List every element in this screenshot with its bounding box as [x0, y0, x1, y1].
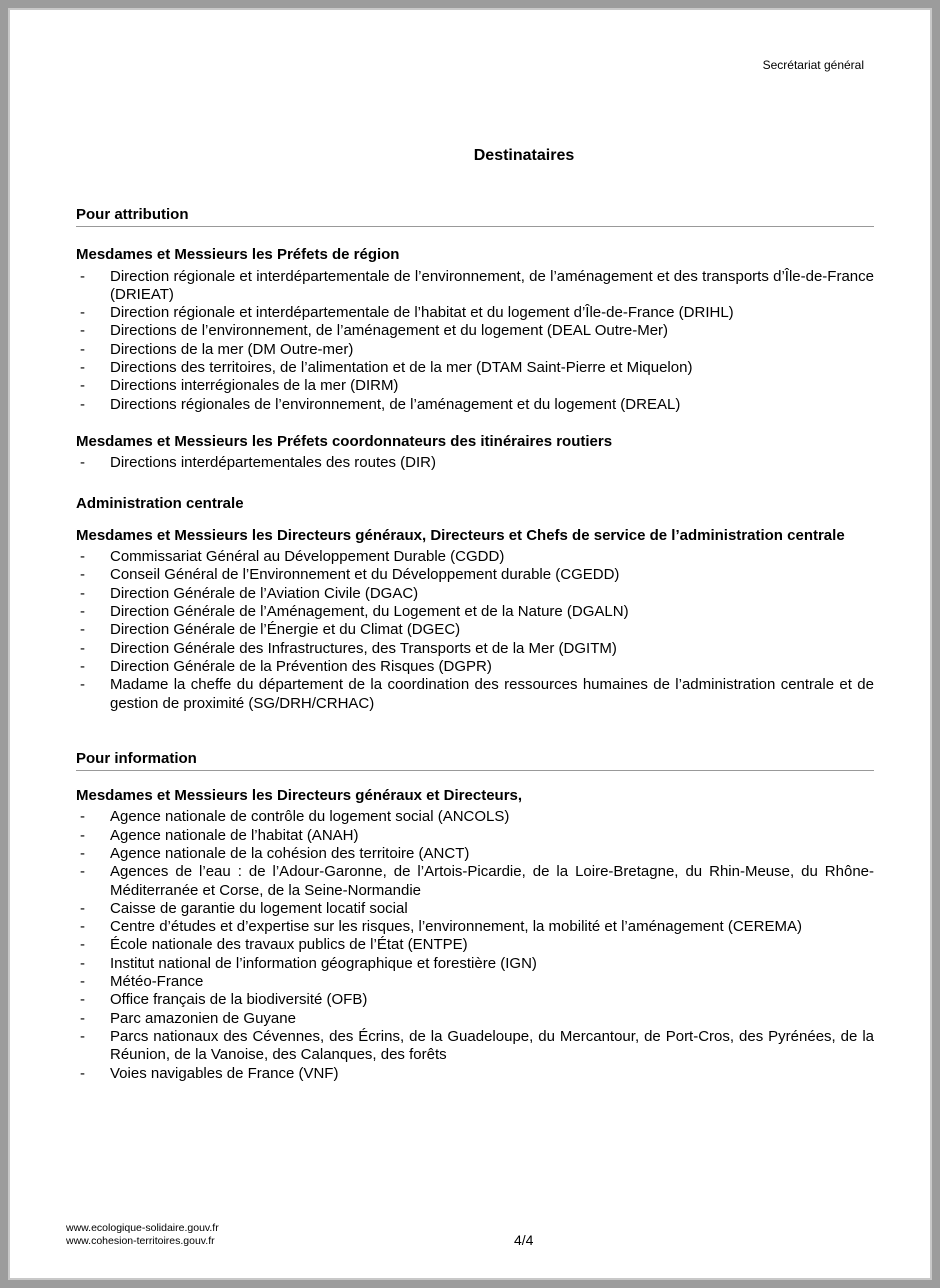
header-org: Secrétariat général	[762, 58, 864, 72]
list-item	[76, 377, 874, 395]
list-item-text: Directions interrégionales de la mer (DIRM)	[110, 377, 399, 395]
list-item-text: Direction Générale de la Prévention des Risques (DGPR)	[110, 657, 492, 675]
list-item	[76, 640, 874, 658]
list-item	[76, 322, 874, 340]
list-item	[76, 676, 874, 713]
bullet-dash: -	[80, 322, 85, 340]
bullet-dash: -	[80, 454, 85, 472]
list-item	[76, 973, 874, 991]
list-item-text: Direction régionale et interdépartementale de l’environnement, de l’aménagement et des transports d’Île-de-France (DRIEAT)	[110, 267, 874, 303]
list-item-text: Parc amazonien de Guyane	[110, 1009, 296, 1027]
list-item-text: Direction régionale et interdépartementale de l’habitat et du logement d’Île-de-France (DRIHL)	[110, 304, 734, 322]
list-item-text: Météo-France	[110, 973, 204, 991]
footer-links	[66, 1222, 219, 1248]
list-item	[76, 603, 874, 621]
list-prefets-region	[76, 268, 874, 414]
bullet-dash: -	[80, 973, 85, 991]
bullet-dash: -	[80, 1064, 85, 1082]
bullet-dash: -	[80, 377, 85, 395]
list-item-text: Conseil Général de l’Environnement et du Développement durable (CGEDD)	[110, 566, 620, 584]
list-item	[76, 1010, 874, 1028]
list-item	[76, 1065, 874, 1083]
list-item-text: Directions de l’environnement, de l’aménagement et du logement (DEAL Outre-Mer)	[110, 322, 669, 340]
list-item-text: Caisse de garantie du logement locatif social	[110, 899, 408, 917]
bullet-dash: -	[80, 954, 85, 972]
list-prefets-routiers	[76, 454, 874, 472]
list-item-text: Directions régionales de l’environnement, de l’aménagement et du logement (DREAL)	[110, 395, 681, 413]
group-heading-directeurs-info: Mesdames et Messieurs les Directeurs généraux et Directeurs,	[76, 786, 523, 804]
list-administration-centrale	[76, 548, 874, 713]
list-item-text: Direction Générale de l’Aviation Civile (DGAC)	[110, 584, 419, 602]
list-item-text: Directions des territoires, de l’alimentation et de la mer (DTAM Saint-Pierre et Miquelon)	[110, 358, 693, 376]
list-item-text: Directions interdépartementales des routes (DIR)	[110, 454, 436, 472]
list-item	[76, 341, 874, 359]
list-item	[76, 918, 874, 936]
bullet-dash: -	[80, 991, 85, 1009]
list-item-text: Institut national de l’information géographique et forestière (IGN)	[110, 954, 537, 972]
section-heading-attribution: Pour attribution	[76, 205, 874, 227]
bullet-dash: -	[80, 936, 85, 954]
bullet-dash: -	[80, 1027, 85, 1045]
list-item	[76, 359, 874, 377]
list-item	[76, 845, 874, 863]
list-item	[76, 1028, 874, 1065]
group-heading-prefets-routiers: Mesdames et Messieurs les Préfets coordonnateurs des itinéraires routiers	[76, 432, 613, 450]
section-heading-central: Administration centrale	[76, 494, 244, 512]
list-item-text: Agences de l’eau : de l’Adour-Garonne, de l’Artois-Picardie, de la Loire-Bretagne, du Rhin-Meuse, du Rhône-Méditerranée et Corse, de la Seine-Normandie	[110, 863, 874, 899]
group-heading-directeurs-centrale: Mesdames et Messieurs les Directeurs généraux, Directeurs et Chefs de service de l’administration centrale	[76, 526, 845, 544]
bullet-dash: -	[80, 584, 85, 602]
bullet-dash: -	[80, 358, 85, 376]
list-item-text: Voies navigables de France (VNF)	[110, 1064, 339, 1082]
page-title: Destinataires	[473, 147, 575, 164]
list-information	[76, 808, 874, 1082]
list-item-text: École nationale des travaux publics de l’État (ENTPE)	[110, 936, 468, 954]
list-item-text: Direction Générale de l’Énergie et du Climat (DGEC)	[110, 621, 461, 639]
list-item-text: Madame la cheffe du département de la coordination des ressources humaines de l’administration centrale et de gestion de proximité (SG/DRH/CRHAC)	[110, 676, 874, 712]
section-heading-information: Pour information	[76, 749, 874, 771]
list-item	[76, 454, 874, 472]
list-item-text: Commissariat Général au Développement Durable (CGDD)	[110, 548, 505, 566]
footer-link-ecologique[interactable]: www.ecologique-solidaire.gouv.fr	[66, 1222, 219, 1234]
list-item	[76, 268, 874, 305]
list-item	[76, 396, 874, 414]
list-item	[76, 991, 874, 1009]
list-item	[76, 566, 874, 584]
document-body	[76, 205, 874, 1083]
bullet-dash: -	[80, 340, 85, 358]
list-item	[76, 548, 874, 566]
bullet-dash: -	[80, 304, 85, 322]
footer-link-cohesion[interactable]: www.cohesion-territoires.gouv.fr	[66, 1235, 215, 1247]
list-item	[76, 808, 874, 826]
bullet-dash: -	[80, 899, 85, 917]
list-item-text: Office français de la biodiversité (OFB)	[110, 991, 368, 1009]
bullet-dash: -	[80, 639, 85, 657]
list-item-text: Agence nationale de l’habitat (ANAH)	[110, 826, 359, 844]
list-item-text: Centre d’études et d’expertise sur les risques, l’environnement, la mobilité et l’aménagement (CEREMA)	[110, 918, 802, 936]
list-item	[76, 936, 874, 954]
list-item	[76, 900, 874, 918]
bullet-dash: -	[80, 844, 85, 862]
bullet-dash: -	[80, 863, 85, 881]
bullet-dash: -	[80, 566, 85, 584]
list-item	[76, 658, 874, 676]
list-item-text: Direction Générale de l’Aménagement, du Logement et de la Nature (DGALN)	[110, 603, 629, 621]
bullet-dash: -	[80, 548, 85, 566]
bullet-dash: -	[80, 1009, 85, 1027]
list-item	[76, 585, 874, 603]
list-item-text: Directions de la mer (DM Outre-mer)	[110, 340, 354, 358]
bullet-dash: -	[80, 267, 85, 285]
bullet-dash: -	[80, 918, 85, 936]
page-number: 4/4	[514, 1232, 534, 1248]
group-heading-prefets-region: Mesdames et Messieurs les Préfets de région	[76, 246, 400, 263]
list-item	[76, 827, 874, 845]
bullet-dash: -	[80, 621, 85, 639]
list-item-text: Agence nationale de la cohésion des territoire (ANCT)	[110, 844, 470, 862]
bullet-dash: -	[80, 603, 85, 621]
list-item-text: Agence nationale de contrôle du logement social (ANCOLS)	[110, 808, 510, 826]
bullet-dash: -	[80, 395, 85, 413]
bullet-dash: -	[80, 808, 85, 826]
bullet-dash: -	[80, 826, 85, 844]
list-item-text: Parcs nationaux des Cévennes, des Écrins, de la Guadeloupe, du Mercantour, de Port-Cros, des Pyrénées, de la Réunion, de la Vanoise, des Calanques, des forêts	[110, 1027, 874, 1064]
list-item-text: Direction Générale des Infrastructures, des Transports et de la Mer (DGITM)	[110, 639, 617, 657]
list-item	[76, 863, 874, 900]
bullet-dash: -	[80, 657, 85, 675]
bullet-dash: -	[80, 676, 85, 694]
list-item	[76, 955, 874, 973]
list-item	[76, 621, 874, 639]
list-item	[76, 304, 874, 322]
